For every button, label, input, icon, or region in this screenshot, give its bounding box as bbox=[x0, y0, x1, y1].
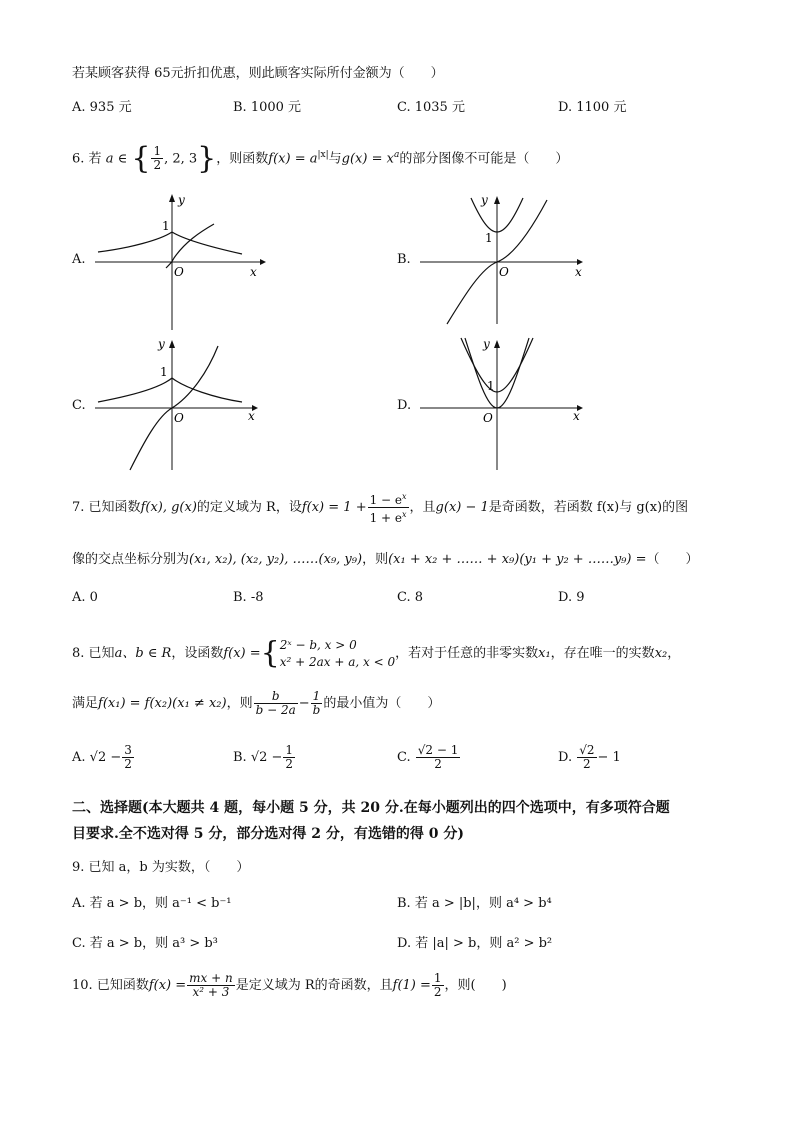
y-label: y bbox=[178, 193, 185, 207]
q7-option-c[interactable]: C. 8 bbox=[397, 590, 424, 605]
q8-line2-lead: 满足 bbox=[72, 696, 99, 711]
q10-number: 10. bbox=[72, 978, 93, 993]
q7-lead: 已知函数 bbox=[88, 500, 141, 515]
q6-half: $\frac{1}{2}$ bbox=[153, 144, 162, 173]
y-axis-arrow bbox=[494, 196, 500, 204]
q9-option-d[interactable]: D. 若 |a| > b，则 a² > b² bbox=[397, 936, 553, 951]
q6-set-rest: , 2, 3 bbox=[164, 151, 198, 167]
q9-option-c[interactable]: C. 若 a > b，则 a³ > b³ bbox=[72, 936, 218, 951]
x-label: x bbox=[575, 265, 582, 279]
q5-option-c[interactable]: C. 1035 元 bbox=[397, 100, 465, 115]
x-axis-arrow bbox=[260, 259, 266, 265]
q5-stem-tail: 若某顾客获得 65元折扣优惠，则此顾客实际所付金额为（ ） bbox=[72, 66, 444, 81]
q6-f-exp: |x| bbox=[317, 150, 329, 160]
q7-line1 bbox=[72, 490, 688, 526]
q8-x2: x₂ bbox=[654, 646, 668, 661]
q6-suffix: 的部分图像不可能是（ ） bbox=[399, 151, 569, 167]
q10-f-lhs: f(x) = bbox=[148, 978, 187, 993]
q8-then: ，则 bbox=[226, 696, 253, 711]
q6-number: 6. bbox=[72, 151, 85, 167]
q8-set-fn: ，设函数 bbox=[171, 646, 224, 661]
q9-stem: 9. 已知 a，b 为实数，（ ） bbox=[72, 860, 250, 875]
q7-domain: 的定义域为 R，设 bbox=[196, 500, 302, 515]
q7-fraction: $\frac{1 - e^x}{1 + e^x}$ bbox=[369, 492, 407, 525]
y-label: y bbox=[483, 337, 490, 351]
y-label: y bbox=[158, 337, 165, 351]
q6-and: 与 bbox=[328, 151, 342, 167]
q7-option-d[interactable]: D. 9 bbox=[558, 590, 585, 605]
q10-tail: ，则( ) bbox=[444, 978, 507, 993]
q7-line2 bbox=[72, 552, 699, 568]
q9-option-a[interactable]: A. 若 a > b，则 a⁻¹ < b⁻¹ bbox=[72, 896, 232, 911]
q9-option-b[interactable]: B. 若 a > |b|，则 a⁴ > b⁴ bbox=[397, 896, 552, 911]
q7-line2-lead: 像的交点坐标分别为 bbox=[72, 552, 190, 567]
q6-graph-b[interactable] bbox=[415, 190, 595, 330]
exp-curve bbox=[98, 378, 242, 402]
q7-points: (x₁, x₂), (x₂, y₂), ……(x₉, y₉) bbox=[189, 552, 363, 567]
q6-g-exp: a bbox=[393, 150, 400, 160]
q7-option-b[interactable]: B. -8 bbox=[233, 590, 264, 605]
origin-label: O bbox=[174, 265, 184, 279]
q6-graph-d[interactable] bbox=[415, 336, 595, 476]
q7-then: ，则 bbox=[362, 552, 389, 567]
q7-f-lhs: f(x) = 1 + bbox=[301, 500, 367, 515]
y-axis-arrow bbox=[169, 340, 175, 348]
q10-fraction: $\frac{mx + n}{\text{x² + 3}}$ bbox=[189, 971, 233, 999]
q8-line2 bbox=[72, 686, 440, 722]
one-label: 1 bbox=[160, 365, 168, 379]
q6-f-expr: f(x) = a bbox=[268, 151, 318, 167]
q6-graph-d-label[interactable]: D. bbox=[397, 398, 412, 413]
q6-prefix: 若 bbox=[88, 151, 102, 167]
q8-lead: 已知 bbox=[88, 646, 115, 661]
q8-piecewise: 2ˣ − b, x > 0 x² + 2ax + a, x < 0 bbox=[279, 637, 396, 669]
q8-frac1: $\frac{b}{b - 2a}$ bbox=[255, 689, 296, 717]
y-axis-arrow bbox=[494, 340, 500, 348]
q6-brace-close: } bbox=[197, 140, 217, 176]
q7-number: 7. bbox=[72, 500, 85, 515]
q8-option-b[interactable]: B. √2 − $\frac{1}{2}$ bbox=[233, 743, 294, 771]
q7-option-a[interactable]: A. 0 bbox=[72, 590, 98, 605]
q8-line1 bbox=[72, 632, 680, 676]
q10-half: $\frac{1}{2}$ bbox=[433, 971, 442, 999]
origin-label: O bbox=[483, 411, 493, 425]
q8-option-a[interactable]: A. √2 − $\frac{3}{2}$ bbox=[72, 743, 132, 771]
q7-fg: f(x), g(x) bbox=[140, 500, 197, 515]
y-axis-arrow bbox=[169, 194, 175, 202]
section2-heading-line1: 二、选择题(本大题共 4 题，每小题 5 分，共 20 分.在每小题列出的四个选项中，有多项符合题 bbox=[72, 800, 670, 816]
q10-lead: 已知函数 bbox=[96, 978, 149, 993]
q8-ask: 的最小值为（ ） bbox=[323, 696, 441, 711]
q8-eq: f(x₁) = f(x₂)(x₁ ≠ x₂) bbox=[98, 696, 227, 711]
q8-ab: a、b ∈ R bbox=[114, 646, 172, 661]
q6-stem: 6. 若 a ∈ { $\frac{1}{2}$ , 2, 3}，则函数$f(x) = a^{|x|}$与$g(x) = x^a$的部分图像不可能是（ ） bbox=[72, 140, 569, 176]
q10-f1: f(1) = bbox=[392, 978, 431, 993]
section2-heading-line2: 目要求.全不选对得 5 分，部分选对得 2 分，有选错的得 0 分) bbox=[72, 826, 464, 842]
q8-cond2: ，存在唯一的实数 bbox=[550, 646, 655, 661]
q8-fx: f(x) = bbox=[223, 646, 261, 661]
q6-middle: ，则函数 bbox=[216, 151, 269, 167]
x-label: x bbox=[573, 409, 580, 423]
q8-cond: ，若对于任意的非零实数 bbox=[395, 646, 539, 661]
q10-stem bbox=[72, 966, 507, 1006]
q6-g-expr: g(x) = x bbox=[341, 151, 394, 167]
q6-graph-c-label[interactable]: C. bbox=[72, 398, 86, 413]
one-label: 1 bbox=[162, 219, 170, 233]
y-label: y bbox=[481, 193, 488, 207]
q8-brace: { bbox=[260, 635, 280, 671]
q8-option-d[interactable]: D. $\frac{√2}{2}$ − 1 bbox=[558, 743, 621, 771]
q6-brace-open: { bbox=[131, 140, 151, 176]
q8-comma: ， bbox=[667, 646, 681, 661]
q8-x1: x₁ bbox=[538, 646, 551, 661]
q7-blank: （ ） bbox=[646, 552, 699, 567]
q7-and: ，且 bbox=[409, 500, 436, 515]
q5-option-d[interactable]: D. 1100 元 bbox=[558, 100, 627, 115]
q6-graph-a-label[interactable]: A. bbox=[72, 252, 86, 267]
origin-label: O bbox=[499, 265, 509, 279]
q6-graph-a[interactable] bbox=[90, 190, 270, 330]
q5-option-a[interactable]: A. 935 元 bbox=[72, 100, 132, 115]
exp-curve bbox=[98, 232, 242, 254]
q6-graph-c[interactable] bbox=[90, 336, 270, 476]
q7-g-minus: g(x) − 1 bbox=[435, 500, 489, 515]
power-curve bbox=[166, 224, 214, 268]
q6-graph-b-label[interactable]: B. bbox=[397, 252, 411, 267]
q7-sum-expr: (x₁ + x₂ + …… + x₉)(y₁ + y₂ + ……y₉) = bbox=[388, 552, 647, 567]
x-label: x bbox=[248, 409, 255, 423]
q6-var-a: a bbox=[105, 151, 114, 167]
q8-minus: − bbox=[298, 696, 310, 711]
q10-mid: 是定义域为 R的奇函数，且 bbox=[235, 978, 393, 993]
one-label: 1 bbox=[487, 379, 495, 393]
one-label: 1 bbox=[485, 231, 493, 245]
q7-odd: 是奇函数，若函数 f(x)与 g(x)的图 bbox=[488, 500, 689, 515]
x-label: x bbox=[250, 265, 257, 279]
q8-frac2: $\frac{1}{b}$ bbox=[312, 689, 321, 717]
origin-label: O bbox=[174, 411, 184, 425]
q8-number: 8. bbox=[72, 646, 85, 661]
q8-option-c[interactable]: C. $\frac{√2 - 1}{2}$ bbox=[397, 743, 459, 771]
q5-option-b[interactable]: B. 1000 元 bbox=[233, 100, 302, 115]
